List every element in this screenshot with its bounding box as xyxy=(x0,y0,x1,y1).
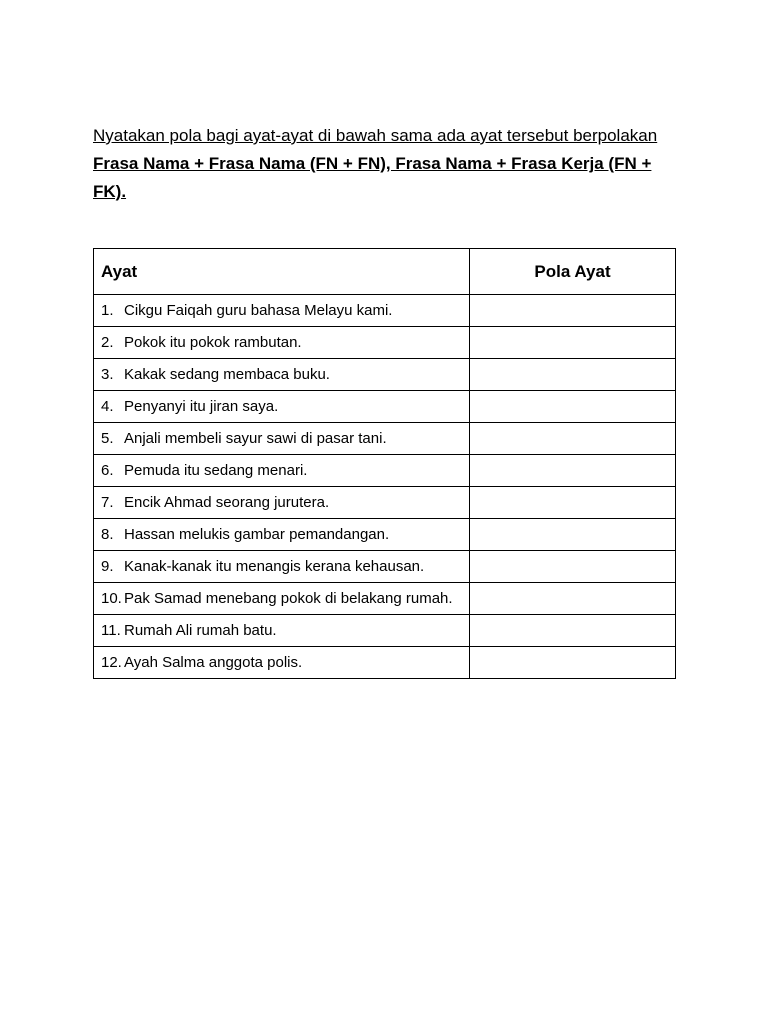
table-row xyxy=(94,455,676,487)
item-number: 10. xyxy=(101,590,122,607)
sentence-text: Pemuda itu sedang menari. xyxy=(124,462,308,479)
pola-ayat-answer-cell[interactable] xyxy=(470,615,676,647)
sentence-text: Kakak sedang membaca buku. xyxy=(124,366,330,383)
item-number: 9. xyxy=(101,558,114,575)
sentence-text: Pokok itu pokok rambutan. xyxy=(124,334,302,351)
table-row xyxy=(94,647,676,679)
sentence-text: Penyanyi itu jiran saya. xyxy=(124,398,279,415)
sentence-cell xyxy=(94,295,470,327)
sentence-cell xyxy=(94,327,470,359)
pola-ayat-answer-cell[interactable] xyxy=(470,423,676,455)
column-header-pola-ayat: Pola Ayat xyxy=(470,249,676,295)
item-number: 4. xyxy=(101,398,114,415)
sentence-cell xyxy=(94,391,470,423)
pola-ayat-answer-cell[interactable] xyxy=(470,455,676,487)
table-row xyxy=(94,519,676,551)
item-number: 7. xyxy=(101,494,114,511)
item-number: 6. xyxy=(101,462,114,479)
sentence-cell xyxy=(94,551,470,583)
item-number: 5. xyxy=(101,430,114,447)
item-number: 11. xyxy=(101,622,121,639)
pola-ayat-answer-cell[interactable] xyxy=(470,551,676,583)
table-row xyxy=(94,391,676,423)
table-row xyxy=(94,551,676,583)
sentence-pattern-table xyxy=(93,248,676,679)
table-body xyxy=(94,295,676,679)
pola-ayat-answer-cell[interactable] xyxy=(470,583,676,615)
pola-ayat-answer-cell[interactable] xyxy=(470,391,676,423)
sentence-text: Hassan melukis gambar pemandangan. xyxy=(124,526,390,543)
sentence-text: Kanak-kanak itu menangis kerana kehausan. xyxy=(124,558,425,575)
sentence-cell xyxy=(94,359,470,391)
item-number: 2. xyxy=(101,334,114,351)
column-header-ayat: Ayat xyxy=(94,249,470,295)
table-row xyxy=(94,423,676,455)
table-row xyxy=(94,327,676,359)
sentence-text: Cikgu Faiqah guru bahasa Melayu kami. xyxy=(124,302,393,319)
sentence-cell xyxy=(94,455,470,487)
item-number: 8. xyxy=(101,526,114,543)
table-row xyxy=(94,583,676,615)
pola-ayat-answer-cell[interactable] xyxy=(470,647,676,679)
sentence-cell xyxy=(94,487,470,519)
sentence-cell xyxy=(94,615,470,647)
sentence-cell xyxy=(94,647,470,679)
sentence-text: Anjali membeli sayur sawi di pasar tani. xyxy=(124,430,387,447)
pola-ayat-answer-cell[interactable] xyxy=(470,295,676,327)
table-row xyxy=(94,615,676,647)
instructions-text: Nyatakan pola bagi ayat-ayat di bawah sama ada ayat tersebut berpolakan xyxy=(93,126,658,145)
table-row xyxy=(94,359,676,391)
sentence-text: Pak Samad menebang pokok di belakang rumah. xyxy=(124,590,453,607)
sentence-cell xyxy=(94,423,470,455)
pola-ayat-answer-cell[interactable] xyxy=(470,359,676,391)
pola-ayat-answer-cell[interactable] xyxy=(470,327,676,359)
sentence-cell xyxy=(94,519,470,551)
pola-ayat-answer-cell[interactable] xyxy=(470,487,676,519)
sentence-text: Ayah Salma anggota polis. xyxy=(124,654,303,671)
table-header-row xyxy=(94,249,676,295)
table-row xyxy=(94,295,676,327)
pola-ayat-answer-cell[interactable] xyxy=(470,519,676,551)
sentence-text: Encik Ahmad seorang jurutera. xyxy=(124,494,330,511)
table-row xyxy=(94,487,676,519)
instructions xyxy=(93,122,681,206)
sentence-cell xyxy=(94,583,470,615)
item-number: 3. xyxy=(101,366,114,383)
item-number: 12. xyxy=(101,654,122,671)
item-number: 1. xyxy=(101,302,114,319)
instructions-pattern-options: Frasa Nama + Frasa Nama (FN + FN), Frasa Nama + Frasa Kerja (FN + FK). xyxy=(93,154,652,201)
sentence-text: Rumah Ali rumah batu. xyxy=(124,622,277,639)
